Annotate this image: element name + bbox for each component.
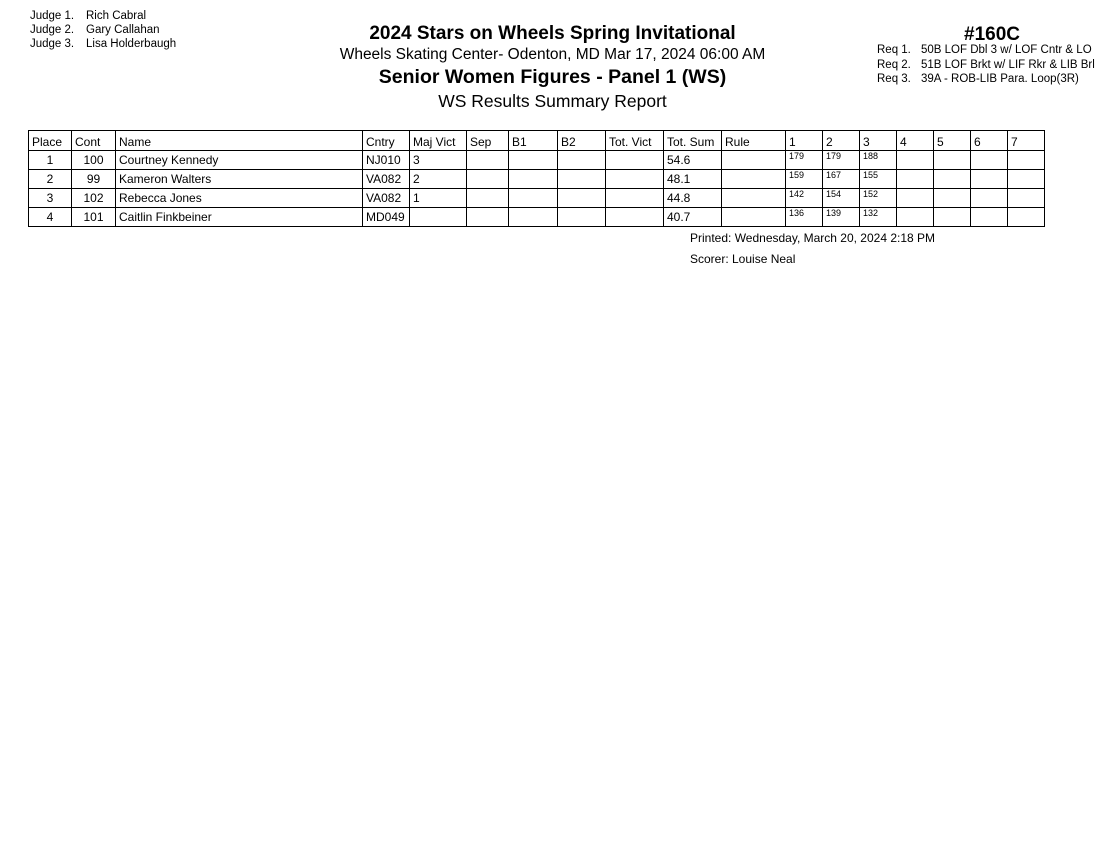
cell-judge-4-score <box>897 189 934 208</box>
cell-b1 <box>509 189 558 208</box>
cell-sep <box>467 208 509 227</box>
cell-maj-vict: 2 <box>410 170 467 189</box>
col-header-place: Place <box>29 131 72 151</box>
cell-maj-vict <box>410 208 467 227</box>
cell-cntry: NJ010 <box>363 151 410 170</box>
cell-cntry: VA082 <box>363 189 410 208</box>
col-header-maj-vict: Maj Vict <box>410 131 467 151</box>
cell-tot-sum: 54.6 <box>664 151 722 170</box>
cell-tot-vict <box>606 189 664 208</box>
col-header-b2: B2 <box>558 131 606 151</box>
cell-tot-vict <box>606 208 664 227</box>
col-header-judge-4: 4 <box>897 131 934 151</box>
judge-row <box>30 9 176 23</box>
cell-place: 3 <box>29 189 72 208</box>
table-row <box>29 189 1045 208</box>
cell-judge-3-score: 188 <box>860 151 897 170</box>
competition-title: 2024 Stars on Wheels Spring Invitational <box>369 23 736 44</box>
cell-b1 <box>509 208 558 227</box>
judge-label: Judge 2. <box>30 24 75 36</box>
requirement-label: Req 2. <box>877 58 911 71</box>
cell-b1 <box>509 151 558 170</box>
cell-judge-5-score <box>934 208 971 227</box>
requirement-row <box>877 58 1100 73</box>
col-header-tot-sum: Tot. Sum <box>664 131 722 151</box>
cell-judge-1-score: 136 <box>786 208 823 227</box>
cell-judge-6-score <box>971 151 1008 170</box>
cell-b2 <box>558 151 606 170</box>
judges-list <box>30 9 176 51</box>
col-header-judge-5: 5 <box>934 131 971 151</box>
cell-cntry: VA082 <box>363 170 410 189</box>
col-header-cntry: Cntry <box>363 131 410 151</box>
results-table <box>28 130 1045 227</box>
col-header-judge-3: 3 <box>860 131 897 151</box>
cell-name: Courtney Kennedy <box>116 151 363 170</box>
cell-judge-4-score <box>897 208 934 227</box>
col-header-tot-vict: Tot. Vict <box>606 131 664 151</box>
cell-judge-6-score <box>971 189 1008 208</box>
requirement-text: 51B LOF Brkt w/ LIF Rkr & LIB Brl <box>921 58 1095 71</box>
cell-place: 1 <box>29 151 72 170</box>
cell-b1 <box>509 170 558 189</box>
table-row <box>29 151 1045 170</box>
printed-timestamp: Printed: Wednesday, March 20, 2024 2:18 PM <box>690 231 936 245</box>
requirements-list <box>877 43 1100 87</box>
cell-judge-5-score <box>934 170 971 189</box>
col-header-b1: B1 <box>509 131 558 151</box>
requirement-label: Req 1. <box>877 44 911 56</box>
judge-name: Gary Callahan <box>86 24 160 36</box>
event-code: #160C <box>964 24 1020 45</box>
judge-label: Judge 3. <box>30 38 75 50</box>
cell-judge-7-score <box>1008 208 1045 227</box>
cell-maj-vict: 3 <box>410 151 467 170</box>
cell-tot-sum: 44.8 <box>664 189 722 208</box>
requirement-text: 50B LOF Dbl 3 w/ LOF Cntr & LO <box>921 44 1092 56</box>
cell-judge-3-score: 132 <box>860 208 897 227</box>
cell-judge-4-score <box>897 151 934 170</box>
cell-judge-7-score <box>1008 189 1045 208</box>
judge-label: Judge 1. <box>30 10 75 22</box>
cell-rule <box>722 189 786 208</box>
cell-cont: 102 <box>72 189 116 208</box>
cell-cntry: MD049 <box>363 208 410 227</box>
requirement-text: 39A - ROB-LIB Para. Loop(3R) <box>921 73 1079 85</box>
judge-name: Lisa Holderbaugh <box>86 38 177 50</box>
cell-maj-vict: 1 <box>410 189 467 208</box>
cell-b2 <box>558 170 606 189</box>
cell-sep <box>467 151 509 170</box>
scorer-name: Scorer: Louise Neal <box>690 252 796 266</box>
cell-place: 2 <box>29 170 72 189</box>
col-header-judge-7: 7 <box>1008 131 1045 151</box>
cell-rule <box>722 208 786 227</box>
cell-judge-2-score: 179 <box>823 151 860 170</box>
cell-judge-1-score: 159 <box>786 170 823 189</box>
cell-judge-2-score: 167 <box>823 170 860 189</box>
cell-judge-7-score <box>1008 151 1045 170</box>
col-header-judge-6: 6 <box>971 131 1008 151</box>
cell-judge-5-score <box>934 151 971 170</box>
col-header-name: Name <box>116 131 363 151</box>
cell-judge-1-score: 142 <box>786 189 823 208</box>
report-header <box>300 22 805 112</box>
cell-judge-5-score <box>934 189 971 208</box>
cell-sep <box>467 170 509 189</box>
col-header-judge-2: 2 <box>823 131 860 151</box>
cell-name: Caitlin Finkbeiner <box>116 208 363 227</box>
report-title: WS Results Summary Report <box>438 91 667 111</box>
cell-name: Kameron Walters <box>116 170 363 189</box>
cell-b2 <box>558 208 606 227</box>
cell-judge-6-score <box>971 170 1008 189</box>
cell-judge-2-score: 154 <box>823 189 860 208</box>
col-header-judge-1: 1 <box>786 131 823 151</box>
requirement-row <box>877 43 1100 58</box>
cell-rule <box>722 151 786 170</box>
cell-place: 4 <box>29 208 72 227</box>
cell-judge-3-score: 155 <box>860 170 897 189</box>
cell-b2 <box>558 189 606 208</box>
col-header-sep: Sep <box>467 131 509 151</box>
cell-tot-sum: 40.7 <box>664 208 722 227</box>
venue-line: Wheels Skating Center- Odenton, MD Mar 17, 2024 06:00 AM <box>339 46 766 63</box>
event-title: Senior Women Figures - Panel 1 (WS) <box>378 66 727 88</box>
cell-cont: 100 <box>72 151 116 170</box>
cell-judge-1-score: 179 <box>786 151 823 170</box>
table-row <box>29 170 1045 189</box>
cell-judge-7-score <box>1008 170 1045 189</box>
col-header-cont: Cont <box>72 131 116 151</box>
cell-cont: 101 <box>72 208 116 227</box>
cell-judge-6-score <box>971 208 1008 227</box>
cell-judge-4-score <box>897 170 934 189</box>
requirement-label: Req 3. <box>877 73 911 85</box>
cell-judge-2-score: 139 <box>823 208 860 227</box>
cell-judge-3-score: 152 <box>860 189 897 208</box>
judge-name: Rich Cabral <box>86 10 147 22</box>
judge-row <box>30 23 176 37</box>
table-header-row <box>29 131 1045 151</box>
cell-name: Rebecca Jones <box>116 189 363 208</box>
cell-cont: 99 <box>72 170 116 189</box>
requirement-row <box>877 72 1100 87</box>
cell-tot-sum: 48.1 <box>664 170 722 189</box>
cell-tot-vict <box>606 170 664 189</box>
cell-rule <box>722 170 786 189</box>
col-header-rule: Rule <box>722 131 786 151</box>
judge-row <box>30 37 176 51</box>
cell-tot-vict <box>606 151 664 170</box>
table-row <box>29 208 1045 227</box>
cell-sep <box>467 189 509 208</box>
